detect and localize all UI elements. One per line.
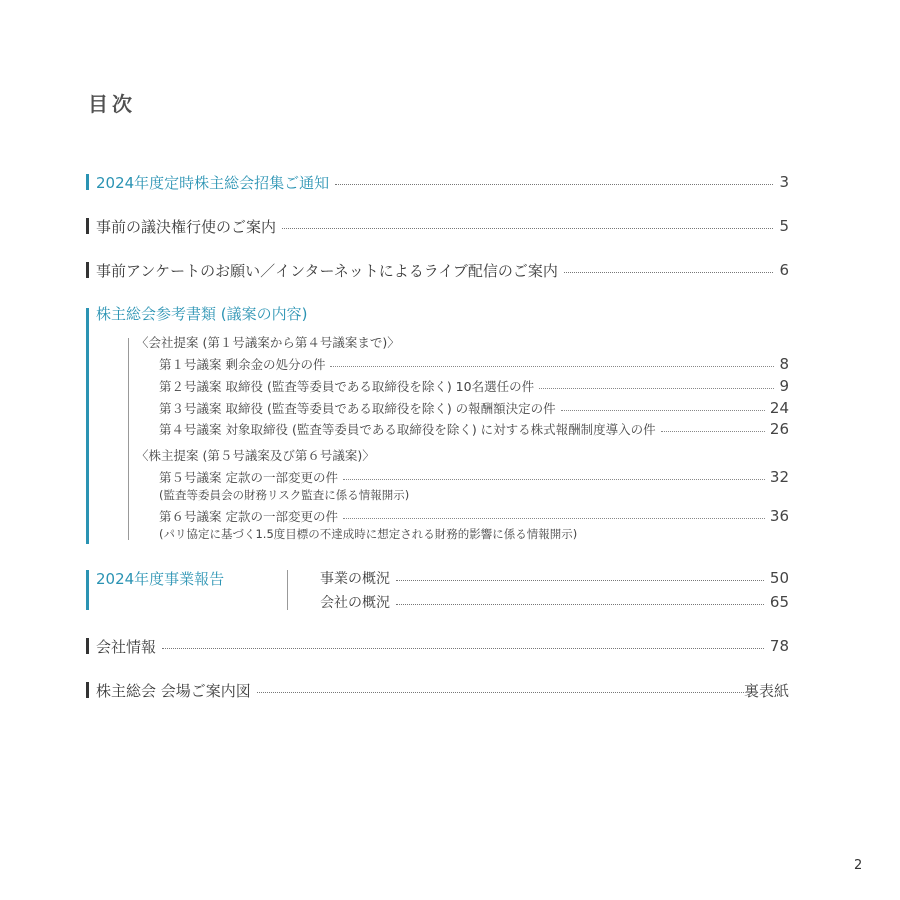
toc-entry-label: 会社情報 (96, 637, 157, 656)
page-number: 2 (854, 858, 863, 873)
toc-item-label: 会社の概況 (320, 595, 390, 611)
toc-item-label: 事業の概況 (320, 571, 390, 587)
toc-item-proposal-2[interactable] (159, 377, 789, 395)
toc-entry-label: 事前アンケートのお願い／インターネットによるライブ配信のご案内 (96, 261, 558, 280)
dotted-leader (162, 648, 764, 649)
toc-item-note: (パリ協定に基づく1.5度目標の不達成時に想定される財務的影響に係る情報開示) (159, 527, 578, 541)
toc-item-note: (監査等委員会の財務リスク監査に係る情報開示) (159, 488, 410, 502)
toc-item-page: 50 (769, 569, 789, 587)
dotted-leader (343, 518, 765, 519)
toc-entry-page: 78 (769, 637, 789, 655)
toc-item-label: 第３号議案 取締役 (監査等委員である取締役を除く) の報酬額決定の件 (159, 401, 556, 416)
section-marker (86, 262, 89, 278)
toc-item-label: 第１号議案 剰余金の処分の件 (159, 357, 326, 372)
toc-entry-convocation-notice[interactable] (86, 171, 789, 193)
dotted-leader (539, 388, 774, 389)
toc-item-label: 第２号議案 取締役 (監査等委員である取締役を除く) 10名選任の件 (159, 379, 535, 394)
sub-section-divider (287, 570, 288, 610)
toc-item-proposal-3[interactable] (159, 399, 789, 417)
section-marker (86, 218, 89, 234)
toc-item-page: 8 (779, 355, 789, 373)
dotted-leader (330, 366, 774, 367)
dotted-leader (564, 272, 774, 273)
section-marker (86, 638, 89, 654)
toc-item-proposal-4[interactable] (159, 420, 789, 438)
section-marker (86, 174, 89, 190)
dotted-leader (561, 410, 765, 411)
dotted-leader (257, 692, 744, 693)
group-heading-shareholder-proposals: 〈株主提案 (第５号議案及び第６号議案)〉 (136, 448, 375, 463)
toc-item-label: 第４号議案 対象取締役 (監査等委員である取締役を除く) に対する株式報酬制度導入の件 (159, 422, 656, 437)
sub-section-divider (128, 338, 129, 540)
toc-item-page: 32 (769, 468, 789, 486)
toc-entry-company-info[interactable] (86, 635, 789, 657)
section-marker (86, 570, 89, 610)
toc-item-proposal-6[interactable] (159, 507, 789, 525)
toc-item-business-overview[interactable] (320, 568, 789, 588)
toc-item-label: 第５号議案 定款の一部変更の件 (159, 470, 338, 485)
toc-entry-label: 事前の議決権行使のご案内 (96, 217, 277, 236)
toc-item-proposal-1[interactable] (159, 355, 789, 373)
toc-entry-page: 裏表紙 (743, 681, 789, 700)
dotted-leader (343, 479, 765, 480)
dotted-leader (282, 228, 773, 229)
toc-item-page: 65 (769, 593, 789, 611)
dotted-leader (396, 580, 764, 581)
dotted-leader (396, 604, 764, 605)
section-title-business-report: 2024年度事業報告 (96, 570, 225, 588)
group-heading-company-proposals: 〈会社提案 (第１号議案から第４号議案まで)〉 (136, 335, 400, 350)
section-marker (86, 308, 89, 544)
toc-item-page: 36 (769, 507, 789, 525)
toc-entry-page: 5 (779, 217, 789, 235)
toc-entry-page: 6 (779, 261, 789, 279)
page-title: 目次 (88, 92, 136, 116)
toc-item-company-overview[interactable] (320, 592, 789, 612)
toc-entry-survey-live-stream[interactable] (86, 259, 789, 281)
toc-item-proposal-5[interactable] (159, 468, 789, 486)
toc-entry-advance-voting[interactable] (86, 215, 789, 237)
toc-entry-venue-map[interactable] (86, 679, 789, 701)
toc-item-page: 24 (769, 399, 789, 417)
toc-entry-label: 2024年度定時株主総会招集ご通知 (96, 173, 330, 192)
toc-entry-page: 3 (779, 173, 789, 191)
toc-entry-label: 株主総会 会場ご案内図 (96, 681, 251, 700)
section-marker (86, 682, 89, 698)
dotted-leader (661, 431, 765, 432)
toc-item-page: 26 (769, 420, 789, 438)
toc-item-page: 9 (779, 377, 789, 395)
dotted-leader (335, 184, 773, 185)
toc-item-label: 第６号議案 定款の一部変更の件 (159, 509, 338, 524)
section-title-reference-docs: 株主総会参考書類 (議案の内容) (96, 305, 308, 323)
